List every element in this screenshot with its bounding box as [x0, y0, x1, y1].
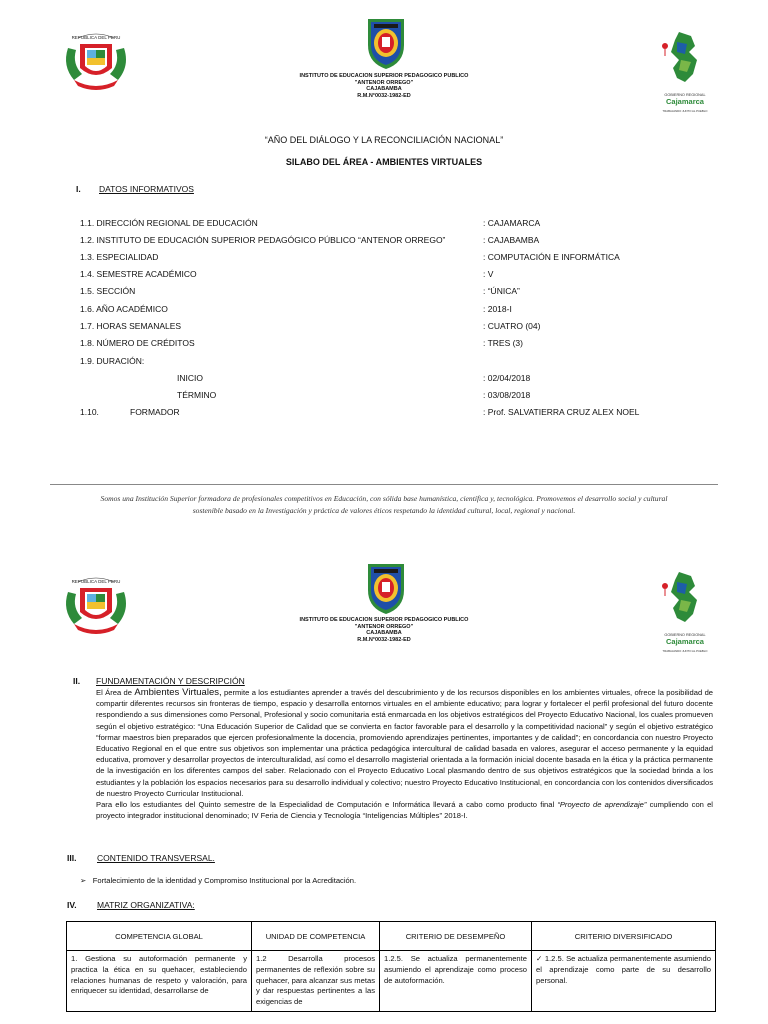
dato-label: 1.4. SEMESTRE ACADÉMICO	[80, 269, 197, 279]
dato-label: 1.2. INSTITUTO DE EDUCACIÓN SUPERIOR PEDAGÓGICO PÚBLICO “ANTENOR ORREGO”	[80, 235, 446, 245]
logo-slogan: TRABAJANDO JUNTO AL PUEBLO	[662, 649, 708, 653]
table-cell: 1.2 Desarrolla procesos permanentes de reflexión sobre su quehacer, para alcanzar sus metas y dar respuestas pertinentes a las exigencias de	[252, 951, 380, 1012]
crest-caption: REPUBLICA DEL PERU	[71, 579, 121, 584]
logo-region-label: Cajamarca	[666, 637, 704, 646]
section-1-heading	[76, 184, 376, 196]
section-1-title: DATOS INFORMATIVOS	[99, 184, 194, 194]
peru-coat-of-arms	[60, 30, 132, 92]
gobierno-regional-cajamarca-logo	[655, 30, 715, 120]
crest-caption: REPUBLICA DEL PERU	[71, 35, 121, 40]
dato-value: : COMPUTACIÓN E INFORMÁTICA	[483, 252, 620, 262]
section-4-number: IV.	[67, 900, 77, 910]
area-name: Ambientes Virtuales,	[134, 687, 222, 698]
section-3-title: CONTENIDO TRANSVERSAL.	[97, 853, 215, 863]
table-row	[67, 951, 716, 1012]
institution-city: CAJABAMBA	[366, 86, 402, 93]
inicio-label: INICIO	[177, 373, 203, 383]
column-header: CRITERIO DE DESEMPEÑO	[380, 922, 532, 951]
p1-start: El Área de	[96, 688, 135, 697]
section-2-title: FUNDAMENTACIÓN Y DESCRIPCIÓN	[96, 676, 245, 686]
formador-value: : Prof. SALVATIERRA CRUZ ALEX NOEL	[483, 407, 640, 417]
institution-named: "ANTENOR ORREGO"	[354, 79, 414, 86]
section-1-number: I.	[76, 184, 81, 194]
formador-number: 1.10.	[80, 407, 99, 417]
logo-region-label: Cajamarca	[666, 97, 704, 106]
institution-header	[250, 617, 518, 643]
dato-label: 1.3. ESPECIALIDAD	[80, 252, 159, 262]
table-cell: 1. Gestiona su autoformación permanente y practica la ética en su quehacer, estableciendo relaciones humanas de respeto y valoración, para enriquecer su identidad, desarrollarse de	[67, 951, 252, 1012]
dato-value: : CAJABAMBA	[483, 235, 540, 245]
section-3-heading	[67, 853, 367, 865]
matriz-organizativa-table	[66, 921, 716, 1012]
silabo-title: SILABO DEL ÁREA - AMBIENTES VIRTUALES	[285, 157, 483, 167]
arrow-bullet-icon: ➢	[80, 876, 87, 885]
inicio-value: : 02/04/2018	[483, 373, 531, 383]
institution-city: CAJABAMBA	[366, 630, 402, 637]
transversal-text: Fortalecimiento de la identidad y Compromiso Institucional por la Acreditación.	[92, 876, 357, 885]
p2-start: Para ello los estudiantes del Quinto semestre de la Especialidad de Computación e Informática llevará a cabo como producto final	[96, 800, 558, 810]
dato-label: 1.9. DURACIÓN:	[80, 356, 145, 366]
section-3-number: III.	[67, 853, 77, 863]
gobierno-regional-cajamarca-logo	[655, 570, 715, 660]
fundamentacion-paragraph-2	[96, 799, 713, 821]
dato-value: : CAJAMARCA	[483, 218, 541, 228]
proyecto-aprendizaje: “Proyecto de aprendizaje”	[557, 800, 647, 810]
termino-value: : 03/08/2018	[483, 390, 531, 400]
section-4-title: MATRIZ ORGANIZATIVA:	[97, 900, 195, 910]
column-header: UNIDAD DE COMPETENCIA	[252, 922, 380, 951]
section-4-heading	[67, 900, 367, 912]
institution-rm: R.M.N°0032-1982-ED	[357, 92, 411, 99]
dato-label: 1.1. DIRECCIÓN REGIONAL DE EDUCACIÓN	[80, 218, 258, 228]
institution-rm: R.M.N°0032-1982-ED	[357, 636, 411, 643]
transversal-item	[80, 876, 356, 885]
footer-divider	[50, 484, 718, 485]
institution-name: INSTITUTO DE EDUCACION SUPERIOR PEDAGOGICO PUBLICO	[299, 617, 469, 623]
table-cell: 1.2.5. Se actualiza permanentemente asumiendo el aprendizaje como proceso de autoformación.	[380, 951, 532, 1012]
institution-header	[250, 73, 518, 99]
column-header: CRITERIO DIVERSIFICADO	[532, 922, 716, 951]
dato-value: : 2018-I	[483, 304, 512, 314]
column-header: COMPETENCIA GLOBAL	[67, 922, 252, 951]
dato-label: 1.5. SECCIÓN	[80, 286, 136, 296]
logo-slogan: TRABAJANDO JUNTO AL PUEBLO	[662, 109, 708, 113]
institution-named: "ANTENOR ORREGO"	[354, 623, 414, 630]
section-2-number: II.	[73, 676, 81, 686]
fundamentacion-paragraph-1	[96, 687, 713, 799]
termino-label: TÉRMINO	[177, 390, 217, 400]
peru-coat-of-arms	[60, 574, 132, 636]
dato-value: : CUATRO (04)	[483, 321, 541, 331]
fundamentacion-text	[96, 687, 713, 821]
p2-body: cumpliendo con el proyecto integrador institucional denominado; IV Feria de Ciencia y Tecnología “Inteligencias Múltiples” 2018-I.	[96, 800, 713, 821]
mission-footer: Somos una Institución Superior formadora de profesionales competitivos en Educación, con sólida base humanística, científica y, tecnológica. Promovemos el desarrollo social y cultural sostenible basado en la Investigación y práctica de valores éticos respetando la identidad cultural, local, regional y nacional.	[100, 494, 668, 516]
dato-value: : TRES (3)	[483, 338, 523, 348]
logo-gov-label: GOBIERNO REGIONAL	[664, 633, 706, 637]
institution-name: INSTITUTO DE EDUCACION SUPERIOR PEDAGOGICO PUBLICO	[299, 73, 469, 79]
dato-label: 1.6. AÑO ACADÉMICO	[80, 304, 168, 314]
year-title: “AÑO DEL DIÁLOGO Y LA RECONCILIACIÓN NACIONAL”	[264, 135, 504, 145]
dato-value: : “ÚNICA”	[483, 286, 520, 296]
dato-label: 1.7. HORAS SEMANALES	[80, 321, 182, 331]
logo-gov-label: GOBIERNO REGIONAL	[664, 93, 706, 97]
p1-body: permite a los estudiantes aprender a través del descubrimiento y de los recursos disponibles en los ambientes virtuales, ofrece la posibilidad de compartir diferentes recursos sin fronteras de tiempo, espacio y desarrolla entornos virtuales en el ambiente educativo; para lograr y fortalecer el perfil profesional del futuro docente respondiendo a sus dimensiones como Personal, Profesional y socio comunitaria está enmarcada en los objetivos estratégicos del Proyecto Educativo Nacional, los cuales promueven según el objetivo estratégico: “Una Educación Superior de Calidad que se convierta en factor favorable para el desarrollo y la competitividad nacional” y según el objetivo estratégico “formar maestros bien preparados que ejercen profesionalmente la docencia, promoviendo aprendizajes pertinentes, importantes y de calidad”; en concordancia con nuestro Proyecto Educativo Regional en el que entre sus objetivos son implementar una práctica pedagógica intercultural de calidad basada en valores, asegurar el acceso permanente y la equidad educativa, promover y desarrollar proyectos de interculturalidad, así como el desarrollo magisterial orientada a la formación inicial docente basada en la ética y la práctica permanente de la investigación en los diferentes campos del saber. Relacionado con el Proyecto Educativo Local plasmando dentro de sus objetivos estratégicos que la sociedad brinda a los estudiantes y la población los espacios necesarios para su desarrollo individual y colectivo; nuestro Proyecto Educativo Institucional, en concordancia con los contenidos diversificados de nuestro Proyecto Curricular Institucional.	[96, 688, 714, 798]
dato-value: : V	[483, 269, 494, 279]
formador-label: FORMADOR	[130, 407, 180, 417]
table-header-row	[67, 922, 716, 951]
dato-label: 1.8. NÚMERO DE CRÉDITOS	[80, 338, 195, 348]
institute-seal	[364, 15, 408, 70]
institute-seal	[364, 560, 408, 615]
table-cell: ✓ 1.2.5. Se actualiza permanentemente asumiendo el aprendizaje como parte de su desarrollo personal.	[532, 951, 716, 1012]
